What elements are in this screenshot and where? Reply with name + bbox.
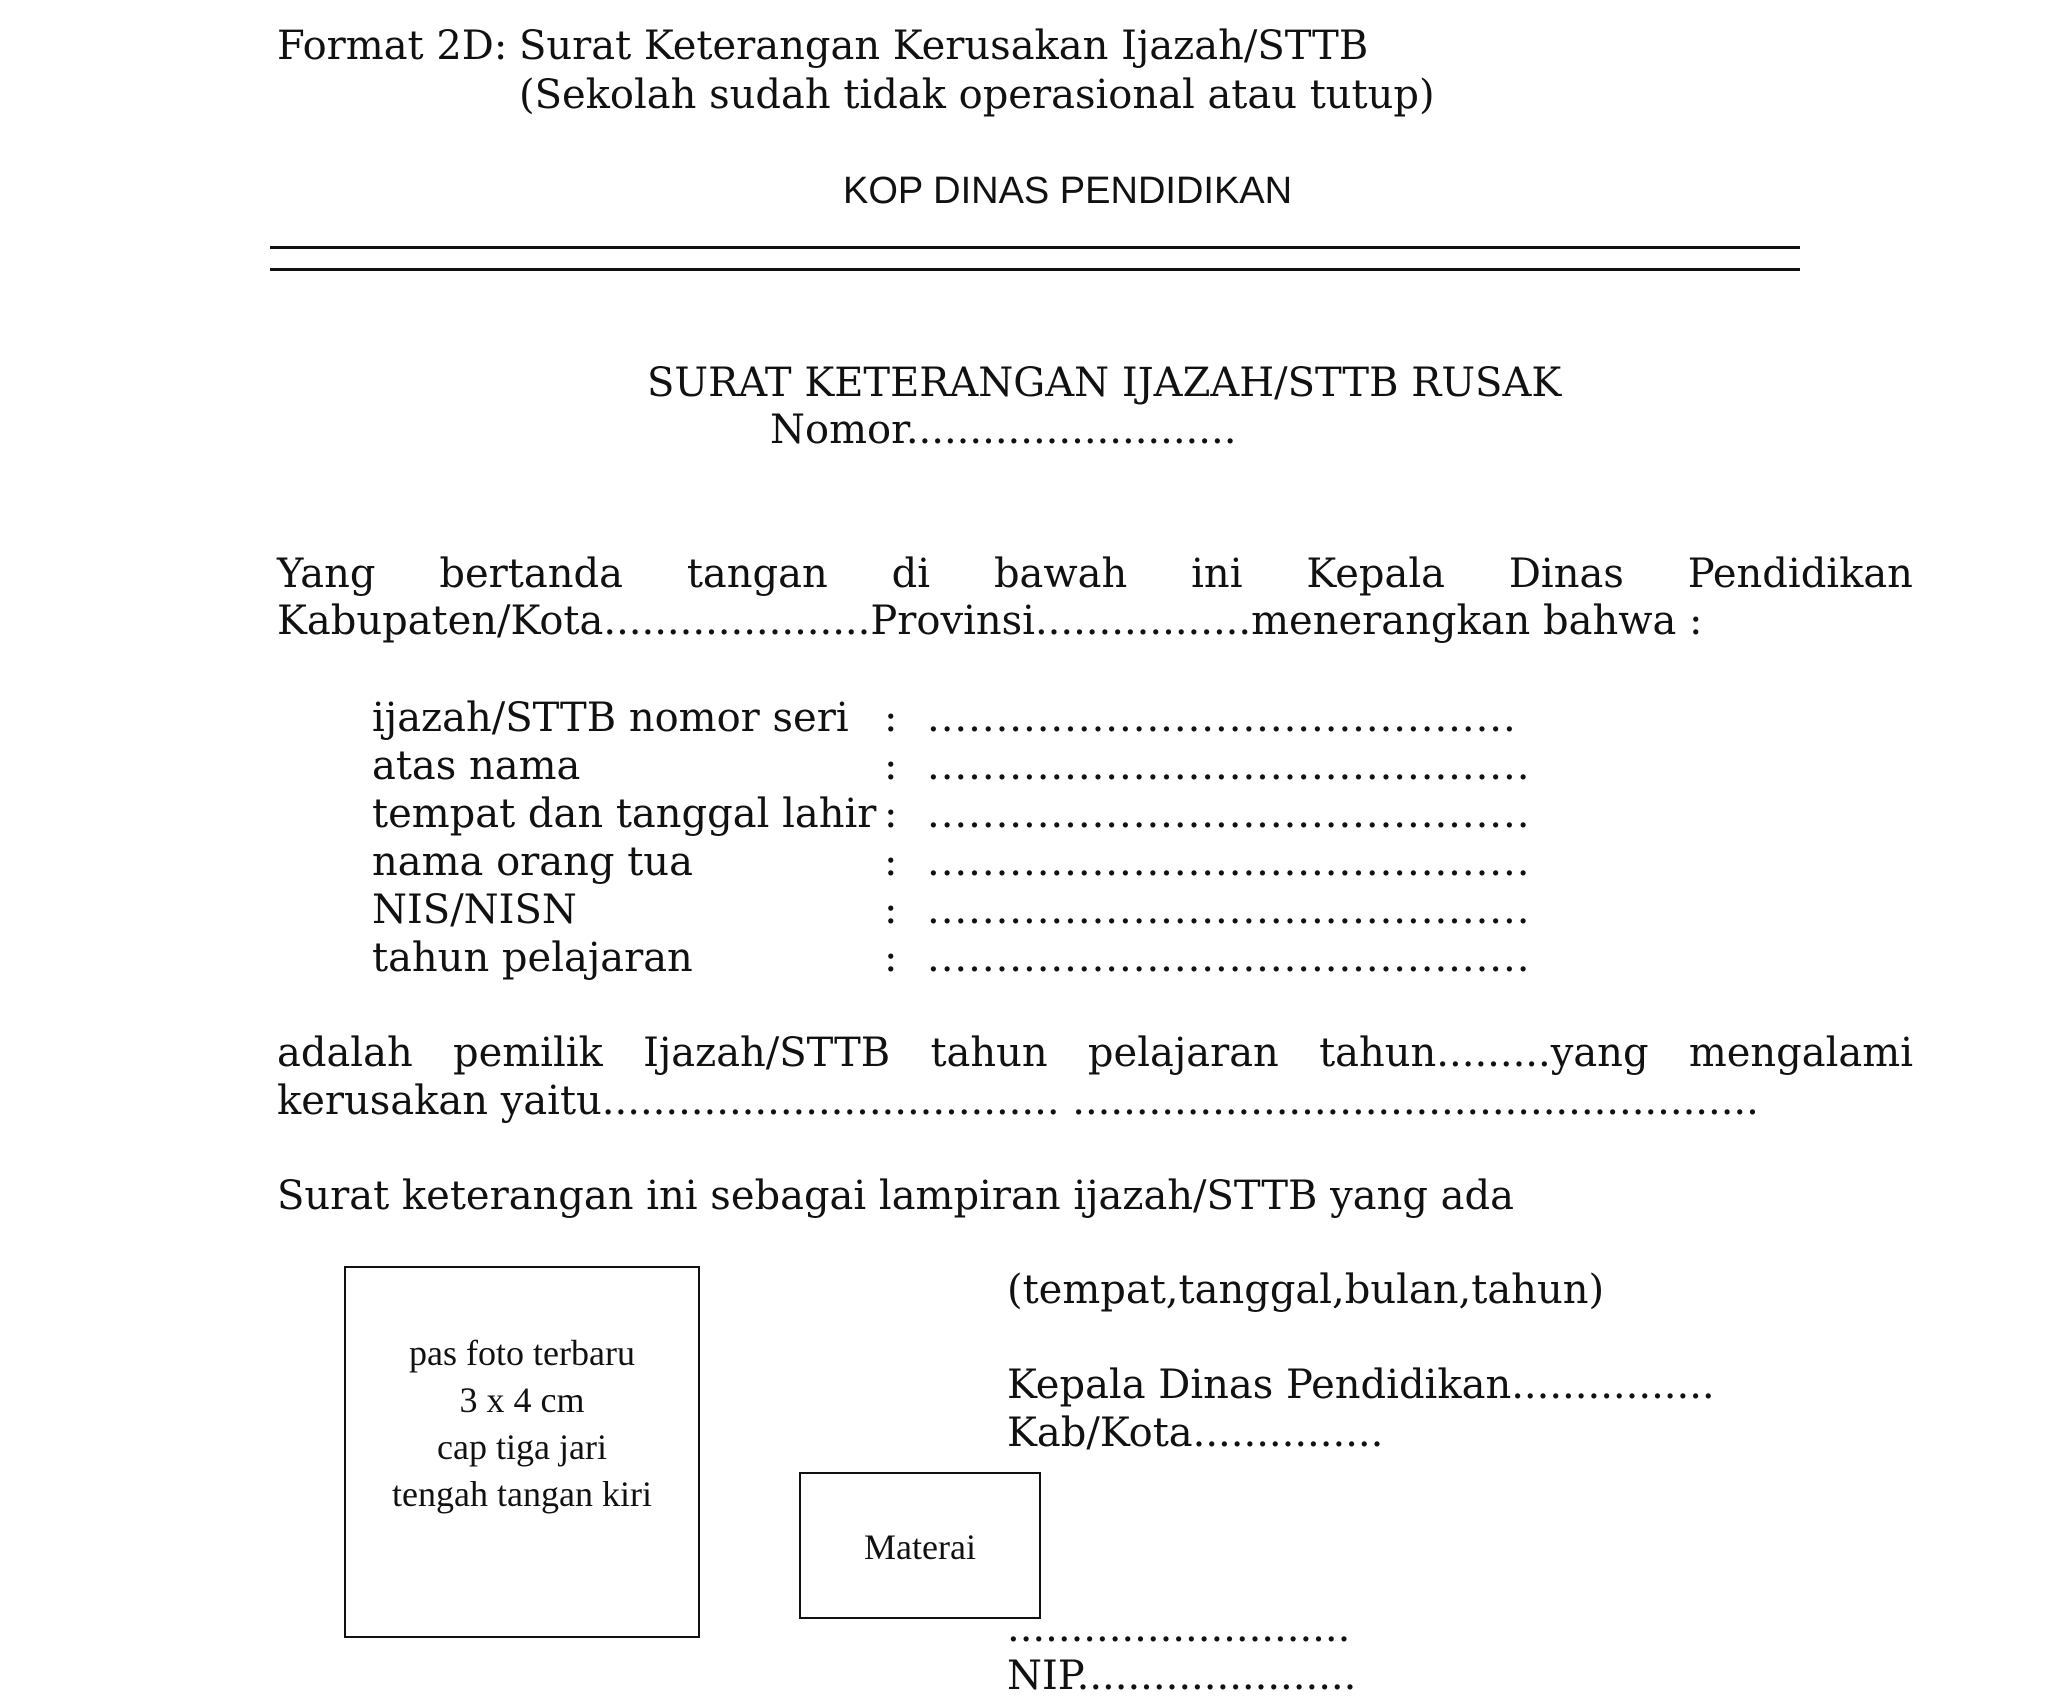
field-label: NIS/NISN bbox=[372, 887, 577, 933]
owner-line-1 bbox=[277, 1029, 1913, 1077]
field-label: ijazah/STTB nomor seri bbox=[372, 695, 849, 741]
intro-word: tangan bbox=[686, 551, 828, 597]
field-colon: : bbox=[884, 695, 898, 741]
document-title: SURAT KETERANGAN IJAZAH/STTB RUSAK bbox=[647, 360, 1562, 406]
field-label: tempat dan tanggal lahir bbox=[372, 791, 877, 837]
kop-rule-top bbox=[270, 246, 1800, 249]
signature-position-line-2: Kab/Kota............... bbox=[1007, 1410, 1384, 1456]
intro-word: Kepala bbox=[1306, 551, 1445, 597]
field-label: atas nama bbox=[372, 743, 581, 789]
signature-name-dots: ........................... bbox=[1007, 1605, 1351, 1651]
owner-word: tahun bbox=[930, 1030, 1048, 1076]
photo-box-line: 3 x 4 cm bbox=[459, 1380, 585, 1420]
owner-word: mengalami bbox=[1688, 1030, 1913, 1076]
field-value: ............................................ bbox=[927, 743, 1531, 789]
field-colon: : bbox=[884, 791, 898, 837]
owner-word: pelajaran bbox=[1087, 1030, 1279, 1076]
photo-box bbox=[344, 1266, 700, 1638]
intro-line-1 bbox=[277, 550, 1913, 598]
photo-box-line: cap tiga jari bbox=[437, 1427, 607, 1467]
signature-position-line-1: Kepala Dinas Pendidikan................ bbox=[1007, 1362, 1715, 1408]
intro-word: Yang bbox=[277, 551, 376, 597]
field-value: ........................................... bbox=[927, 695, 1517, 741]
field-value: ............................................ bbox=[927, 935, 1531, 981]
kop-heading: KOP DINAS PENDIDIKAN bbox=[843, 170, 1293, 212]
intro-word: Dinas bbox=[1508, 551, 1624, 597]
field-colon: : bbox=[884, 887, 898, 933]
intro-word: di bbox=[891, 551, 931, 597]
field-colon: : bbox=[884, 935, 898, 981]
document-number: Nomor.......................... bbox=[770, 407, 1237, 453]
intro-word: bawah bbox=[993, 551, 1128, 597]
intro-word: ini bbox=[1191, 551, 1243, 597]
owner-word: pemilik bbox=[452, 1030, 603, 1076]
field-label: nama orang tua bbox=[372, 839, 693, 885]
field-colon: : bbox=[884, 839, 898, 885]
owner-word: Ijazah/STTB bbox=[643, 1030, 891, 1076]
field-label: tahun pelajaran bbox=[372, 935, 693, 981]
attachment-text: Surat keterangan ini sebagai lampiran ijazah/STTB yang ada bbox=[277, 1173, 1514, 1219]
format-title: Surat Keterangan Kerusakan Ijazah/STTB bbox=[519, 23, 1369, 69]
owner-line-2: kerusakan yaitu.................................... ...................................................... bbox=[277, 1078, 1759, 1124]
owner-word: adalah bbox=[277, 1030, 413, 1076]
field-value: ............................................ bbox=[927, 791, 1531, 837]
kop-rule-bottom bbox=[270, 268, 1800, 271]
field-value: ............................................ bbox=[927, 887, 1531, 933]
field-colon: : bbox=[884, 743, 898, 789]
materai-box bbox=[799, 1472, 1041, 1619]
intro-line-2: Kabupaten/Kota.....................Provinsi.................menerangkan bahwa : bbox=[277, 598, 1703, 644]
field-value: ............................................ bbox=[927, 839, 1531, 885]
intro-word: Pendidikan bbox=[1687, 551, 1913, 597]
intro-word: bertanda bbox=[439, 551, 623, 597]
signature-nip: NIP...................... bbox=[1007, 1653, 1357, 1699]
photo-box-line: pas foto terbaru bbox=[409, 1333, 635, 1373]
format-subtitle: (Sekolah sudah tidak operasional atau tutup) bbox=[519, 72, 1435, 118]
format-label: Format 2D: bbox=[277, 23, 508, 69]
photo-box-line: tengah tangan kiri bbox=[392, 1474, 652, 1514]
owner-word: tahun.........yang bbox=[1319, 1030, 1649, 1076]
materai-label: Materai bbox=[864, 1527, 976, 1567]
signature-place-date: (tempat,tanggal,bulan,tahun) bbox=[1007, 1267, 1605, 1313]
